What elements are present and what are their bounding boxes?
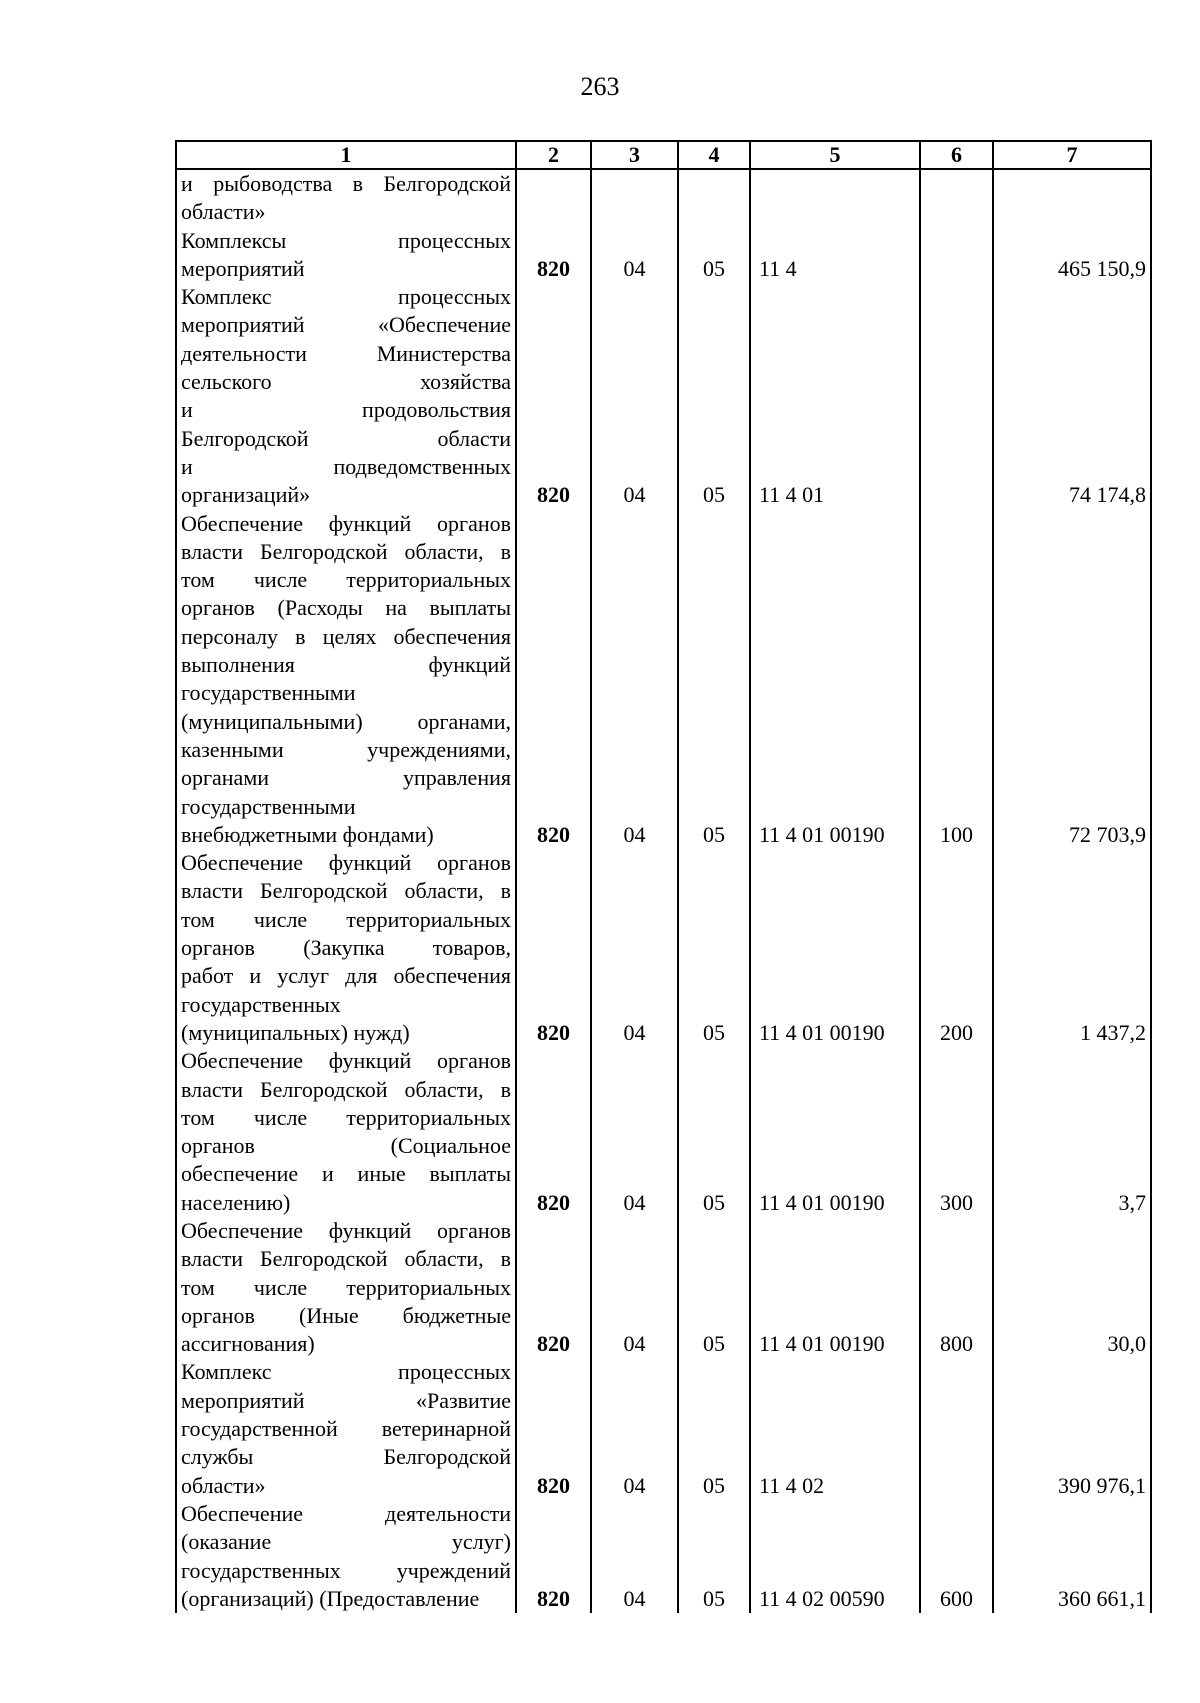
description-line: власти Белгородской области, в	[181, 878, 511, 904]
description-line: Обеспечение деятельности	[181, 1500, 511, 1526]
table-row	[176, 1358, 1151, 1499]
subsection-code: 05	[678, 1500, 750, 1613]
row-description	[176, 227, 516, 284]
description-line: Обеспечение функций органов	[181, 1217, 511, 1243]
section-code	[591, 169, 678, 227]
description-line: и продовольствия	[181, 397, 511, 423]
target-article-code: 11 4 01 00190	[750, 510, 920, 850]
target-article-code	[750, 169, 920, 227]
section-code: 04	[591, 227, 678, 284]
description-line: работ и услуг для обеспечения	[181, 963, 511, 989]
description-line: мероприятий	[181, 255, 305, 281]
description-line: том числе территориальных	[181, 906, 511, 932]
row-description	[176, 510, 516, 850]
row-description	[176, 1217, 516, 1358]
description-line: органов (Закупка товаров,	[181, 935, 511, 961]
description-line: Обеспечение функций органов	[181, 1048, 511, 1074]
table-header	[176, 141, 1151, 169]
column-header-1: 1	[176, 141, 516, 169]
subsection-code: 05	[678, 227, 750, 284]
row-description	[176, 1047, 516, 1217]
grbs-code: 820	[516, 849, 591, 1047]
page-number: 263	[580, 72, 620, 101]
target-article-code: 11 4	[750, 227, 920, 284]
expense-type-code	[920, 169, 993, 227]
amount: 1 437,2	[993, 849, 1151, 1047]
section-code: 04	[591, 1358, 678, 1499]
description-line: населению)	[181, 1189, 291, 1215]
table-row	[176, 849, 1151, 1047]
subsection-code: 05	[678, 510, 750, 850]
description-line: государственной ветеринарной	[181, 1416, 511, 1442]
description-line: (организаций) (Предоставление	[181, 1585, 480, 1611]
description-line: власти Белгородской области, в	[181, 1076, 511, 1102]
description-line: власти Белгородской области, в	[181, 1246, 511, 1272]
target-article-code: 11 4 01 00190	[750, 1047, 920, 1217]
description-line: государственных учреждений	[181, 1557, 511, 1583]
target-article-code: 11 4 02 00590	[750, 1500, 920, 1613]
description-line: мероприятий «Обеспечение	[181, 312, 511, 338]
table-row	[176, 169, 1151, 227]
grbs-code: 820	[516, 1217, 591, 1358]
amount: 465 150,9	[993, 227, 1151, 284]
description-line: ассигнования)	[181, 1331, 315, 1357]
section-code: 04	[591, 1047, 678, 1217]
subsection-code	[678, 169, 750, 227]
description-line: внебюджетными фондами)	[181, 821, 434, 847]
table-row	[176, 1500, 1151, 1613]
target-article-code: 11 4 01 00190	[750, 849, 920, 1047]
description-line: государственных	[181, 991, 341, 1017]
description-line: том числе территориальных	[181, 1274, 511, 1300]
column-header-5: 5	[750, 141, 920, 169]
column-header-7: 7	[993, 141, 1151, 169]
description-line: области»	[181, 1472, 266, 1498]
description-line: государственными	[181, 793, 356, 819]
description-line: органов (Расходы на выплаты	[181, 595, 511, 621]
amount: 390 976,1	[993, 1358, 1151, 1499]
description-line: (оказание услуг)	[181, 1529, 511, 1555]
column-header-4: 4	[678, 141, 750, 169]
table-row	[176, 1217, 1151, 1358]
description-line: Белгородской области	[181, 425, 511, 451]
description-line: области»	[181, 199, 266, 225]
table-body	[176, 169, 1151, 1613]
expense-type-code	[920, 1358, 993, 1499]
grbs-code: 820	[516, 1047, 591, 1217]
grbs-code: 820	[516, 510, 591, 850]
grbs-code: 820	[516, 227, 591, 284]
row-description	[176, 169, 516, 227]
expense-type-code: 600	[920, 1500, 993, 1613]
grbs-code: 820	[516, 1358, 591, 1499]
grbs-code	[516, 169, 591, 227]
description-line: сельского хозяйства	[181, 369, 511, 395]
table-row	[176, 227, 1151, 284]
amount: 360 661,1	[993, 1500, 1151, 1613]
expense-type-code: 200	[920, 849, 993, 1047]
amount: 74 174,8	[993, 283, 1151, 509]
description-line: органами управления	[181, 765, 511, 791]
subsection-code: 05	[678, 283, 750, 509]
target-article-code: 11 4 02	[750, 1358, 920, 1499]
expense-type-code: 300	[920, 1047, 993, 1217]
row-description	[176, 849, 516, 1047]
description-line: Обеспечение функций органов	[181, 510, 511, 536]
column-header-2: 2	[516, 141, 591, 169]
section-code: 04	[591, 849, 678, 1047]
subsection-code: 05	[678, 849, 750, 1047]
description-line: (муниципальных) нужд)	[181, 1019, 410, 1045]
subsection-code: 05	[678, 1217, 750, 1358]
expense-type-code	[920, 227, 993, 284]
grbs-code: 820	[516, 283, 591, 509]
row-description	[176, 283, 516, 509]
description-line: обеспечение и иные выплаты	[181, 1161, 511, 1187]
section-code: 04	[591, 1500, 678, 1613]
subsection-code: 05	[678, 1047, 750, 1217]
row-description	[176, 1500, 516, 1613]
description-line: казенными учреждениями,	[181, 736, 511, 762]
section-code: 04	[591, 1217, 678, 1358]
description-line: выполнения функций	[181, 652, 511, 678]
description-line: Комплекс процессных	[181, 1359, 511, 1385]
description-line: органов (Иные бюджетные	[181, 1302, 511, 1328]
row-description	[176, 1358, 516, 1499]
target-article-code: 11 4 01 00190	[750, 1217, 920, 1358]
description-line: и подведомственных	[181, 453, 511, 479]
column-header-6: 6	[920, 141, 993, 169]
section-code: 04	[591, 283, 678, 509]
table-row	[176, 1047, 1151, 1217]
amount: 3,7	[993, 1047, 1151, 1217]
expense-type-code: 800	[920, 1217, 993, 1358]
subsection-code: 05	[678, 1358, 750, 1499]
amount: 72 703,9	[993, 510, 1151, 850]
amount	[993, 169, 1151, 227]
description-line: Комплекс процессных	[181, 284, 511, 310]
description-line: государственными	[181, 680, 356, 706]
description-line: органов (Социальное	[181, 1133, 511, 1159]
description-line: Комплексы процессных	[181, 227, 511, 253]
description-line: и рыбоводства в Белгородской	[181, 171, 511, 196]
grbs-code: 820	[516, 1500, 591, 1613]
description-line: том числе территориальных	[181, 1104, 511, 1130]
amount: 30,0	[993, 1217, 1151, 1358]
description-line: службы Белгородской	[181, 1444, 511, 1470]
description-line: мероприятий «Развитие	[181, 1387, 511, 1413]
expense-type-code	[920, 283, 993, 509]
description-line: власти Белгородской области, в	[181, 538, 511, 564]
section-code: 04	[591, 510, 678, 850]
expense-type-code: 100	[920, 510, 993, 850]
description-line: Обеспечение функций органов	[181, 850, 511, 876]
description-line: (муниципальными) органами,	[181, 708, 511, 734]
table-row	[176, 510, 1151, 850]
table-row	[176, 283, 1151, 509]
description-line: том числе территориальных	[181, 567, 511, 593]
description-line: деятельности Министерства	[181, 340, 511, 366]
description-line: организаций»	[181, 482, 311, 508]
column-header-3: 3	[591, 141, 678, 169]
budget-table	[175, 140, 1152, 1613]
description-line: персоналу в целях обеспечения	[181, 623, 511, 649]
target-article-code: 11 4 01	[750, 283, 920, 509]
